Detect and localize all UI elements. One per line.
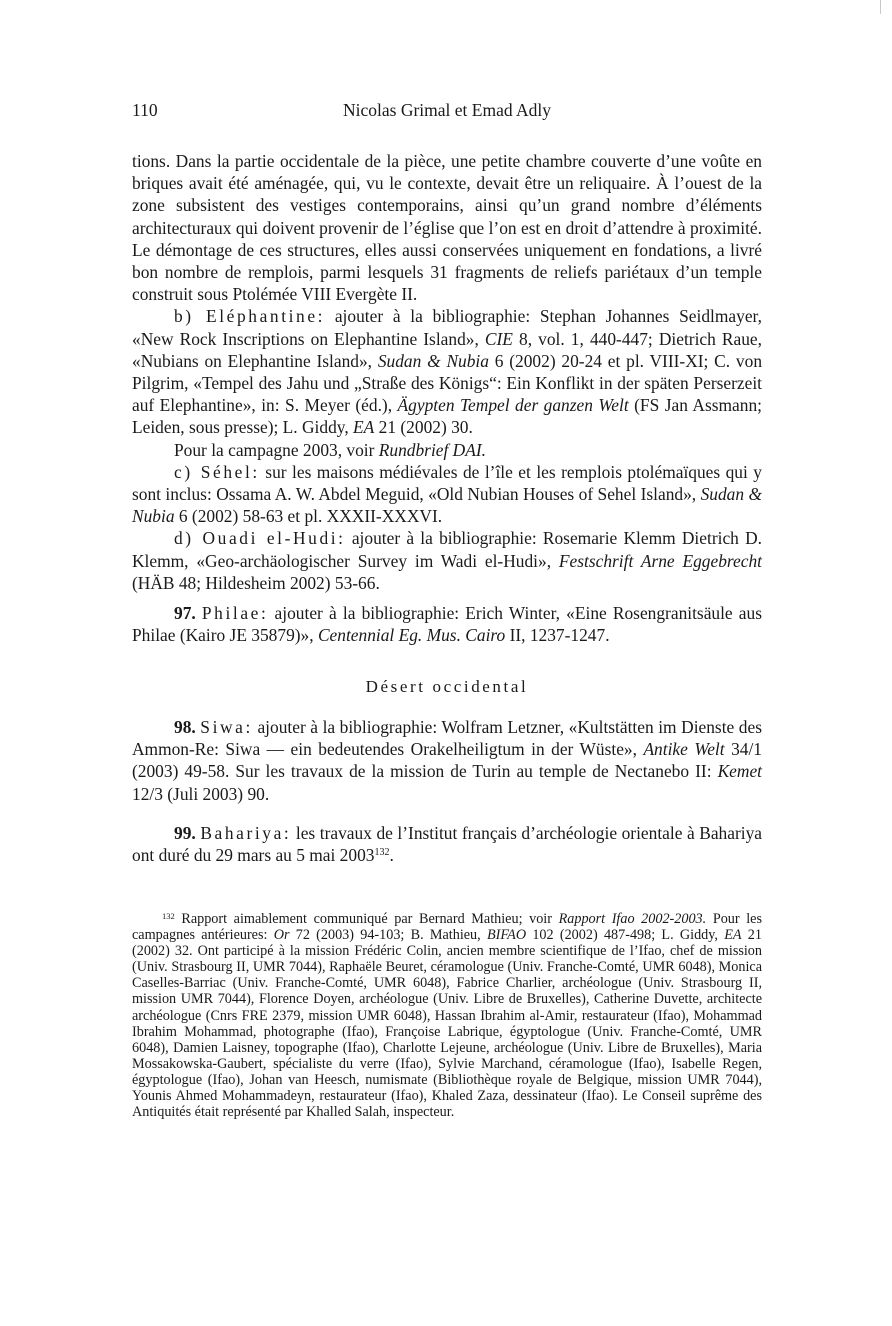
paragraph-elephantine: [132, 305, 762, 438]
entry-number: 98.: [174, 717, 196, 737]
running-title: Nicolas Grimal et Emad Adly: [342, 100, 551, 120]
text-run: Rapport aimablement communiqué par Bernard Mathieu; voir: [174, 911, 559, 927]
paragraph-sehel: [132, 461, 762, 528]
text-run: 6 (2002) 20-24 et pl. VIII-XI; C. von Pilgrim, «Tempel des Jahu und „Straße des Königs“: Ein Konflikt in der späten Perserzeit auf Elephantine», in: S. Meyer (éd.),: [132, 350, 763, 416]
book-title: Festschrift Arne Eggebrecht: [558, 550, 762, 571]
page-edge-mark: [880, 0, 881, 14]
paragraph-reliquary: tions. Dans la partie occidentale de la pièce, une petite chambre couverte d’une voûte en briques avait été aménagée, qui, vu le contexte, devait être un reliquaire. À l’ouest de la zone subsistent des vestiges contemporains, ainsi qu’un grand nombre d’éléments architecturaux qui doivent provenir de l’église que l’on est en droit d’attendre à proximité. Le démontage de ces structures, elles aussi conservées uniquement en fondations, a livré bon nombre de remplois, parmi lesquels 31 fragments de reliefs pariétaux d’un temple construit sous Ptolémée VIII Evergète II.: [132, 151, 762, 305]
paragraph-bahariya: [132, 822, 762, 866]
entry-99-bahariya: [132, 822, 762, 866]
journal-title: EA: [724, 927, 742, 944]
site-label-ouadi-el-hudi: d) Ouadi el-Hudi:: [174, 528, 346, 549]
text-run: ajouter à la bibliographie: Rosemarie Klemm Dietrich D. Klemm, «Geo-archäologischer Survey im Wadi el-Hudi»,: [132, 528, 762, 571]
site-label-siwa: Siwa:: [200, 717, 253, 737]
footnote-132: [132, 911, 762, 1120]
footnote-reference[interactable]: 132: [374, 847, 390, 859]
text-run: 21 (2002) 30.: [374, 417, 473, 438]
journal-title: Sudan & Nubia: [132, 484, 762, 527]
entry-98-siwa: [132, 716, 762, 805]
text-run: ajouter à la bibliographie: Wolfram Letzner, «Kultstätten im Dienste des Ammon-Re: Siwa — ein bedeutendes Orakelheiligtum in der Wüste»,: [132, 717, 762, 760]
footnote-marker: 132: [162, 911, 175, 921]
site-label-bahariya: Bahariya:: [200, 823, 292, 843]
publication-title: Rundbrief DAI.: [378, 439, 487, 460]
text-run: 6 (2002) 58-63 et pl. XXXII-XXXVI.: [174, 506, 443, 527]
entry-97-philae: [132, 602, 762, 646]
text-run: II, 1237-1247.: [505, 625, 610, 646]
page-header: [132, 100, 762, 122]
journal-title: Sudan & Nubia: [377, 350, 489, 371]
paragraph-siwa: [132, 716, 762, 805]
text-run: 8, vol. 1, 440-447; Dietrich Raue, «Nubians on Elephantine Island»,: [132, 328, 762, 371]
book-title: Centennial Eg. Mus. Cairo: [317, 625, 506, 646]
text-run: sur les maisons médiévales de l’île et les remplois ptolémaïques qui y sont inclus: Ossama A. W. Abdel Meguid, «Old Nubian Houses of Sehel Island»,: [132, 461, 762, 505]
journal-title: Or: [273, 927, 290, 944]
text-run: (FS Jan Assmann; Leiden, sous presse); L. Giddy,: [132, 395, 762, 438]
text-run: les travaux de l’Institut français d’archéologie orientale à Bahariya ont duré du 29 mars au 5 mai 2003: [132, 823, 763, 866]
report-title: Rapport Ifao 2002-2003.: [558, 911, 707, 927]
footnote-text: [132, 911, 762, 1120]
paragraph-campaign-2003: [132, 439, 762, 461]
paragraph-philae: [132, 602, 762, 646]
journal-title: EA: [353, 417, 375, 438]
text-run: 72 (2003) 94-103; B. Mathieu,: [289, 927, 487, 944]
text-run: 12/3 (Juli 2003) 90.: [132, 783, 270, 804]
entry-number: 97.: [174, 603, 196, 623]
journal-title: CIE: [484, 328, 513, 349]
text-run: Pour les campagnes antérieures:: [132, 911, 762, 944]
book-title: Ägypten Tempel der ganzen Welt: [397, 395, 629, 416]
text-run: .: [389, 845, 394, 866]
site-label-sehel: c) Séhel:: [174, 461, 260, 482]
text-run: ajouter à la bibliographie: Stephan Johannes Seidlmayer, «New Rock Inscriptions on Elephantine Island»,: [132, 306, 762, 349]
section-heading: Désert occidental: [365, 677, 529, 696]
text-run: Pour la campagne 2003, voir: [174, 439, 379, 460]
section-upper-egypt-continued: [132, 150, 762, 594]
text-run: 102 (2002) 487-498; L. Giddy,: [526, 927, 725, 944]
site-label-philae: Philae:: [201, 603, 269, 623]
entry-number: 99.: [174, 823, 196, 843]
journal-title: Kemet: [717, 761, 762, 782]
journal-title: Antike Welt: [643, 739, 725, 760]
text-run: 34/1 (2003) 49-58. Sur les travaux de la mission de Turin au temple de Nectanebo II:: [132, 739, 762, 782]
text-run: ajouter à la bibliographie: Erich Winter, «Eine Rosengranitsäule aus Philae (Kairo JE 35879)»,: [132, 603, 762, 646]
site-label-elephantine: b) Eléphantine:: [174, 306, 326, 327]
journal-title: BIFAO: [486, 927, 527, 944]
paragraph-ouadi-el-hudi: [132, 527, 762, 594]
page-number: 110: [132, 100, 158, 120]
text-run: (HÄB 48; Hildesheim 2002) 53-66.: [132, 572, 380, 593]
text-run: 21 (2002) 32. Ont participé à la mission Frédéric Colin, ancien membre scientifique de l’Ifao, chef de mission (Univ. Strasbourg II, UMR 7044), Raphaële Beuret, céramologue (Univ. Franche-Comté, UMR 6048), Monica Caselles-Barriac (Univ. Franche-Comté, UMR 6048), Fabrice Charlier, archéologue (Univ. Strasbourg II, mission UMR 7044), Florence Doyen, archéologue (Univ. Libre de Bruxelles), Catherine Duvette, architecte archéologue (Cnrs FRE 2379, mission UMR 6048), Hassan Ibrahim al-Amir, restaurateur (Ifao), Mohammad Ibrahim Mohammad, photographe (Ifao), Françoise Labrique, égyptologue (Univ. Franche-Comté, UMR 6048), Damien Laisney, topographe (Ifao), Charlotte Lejeune, archéologue (Univ. Libre de Bruxelles), Maria Mossakowska-Gaubert, spécialiste du verre (Ifao), Sylvie Marchand, céramologue (Ifao), Isabelle Regen, égyptologue (Ifao), Johan van Heesch, numismate (Bibliothèque royale de Belgique, mission UMR 7044), Younis Ahmed Mohammadeyn, restaurateur (Ifao), Khaled Zaza, dessinateur (Ifao). Le Conseil suprême des Antiquités était représenté par Khalled Salah, inspecteur.: [132, 927, 762, 1121]
